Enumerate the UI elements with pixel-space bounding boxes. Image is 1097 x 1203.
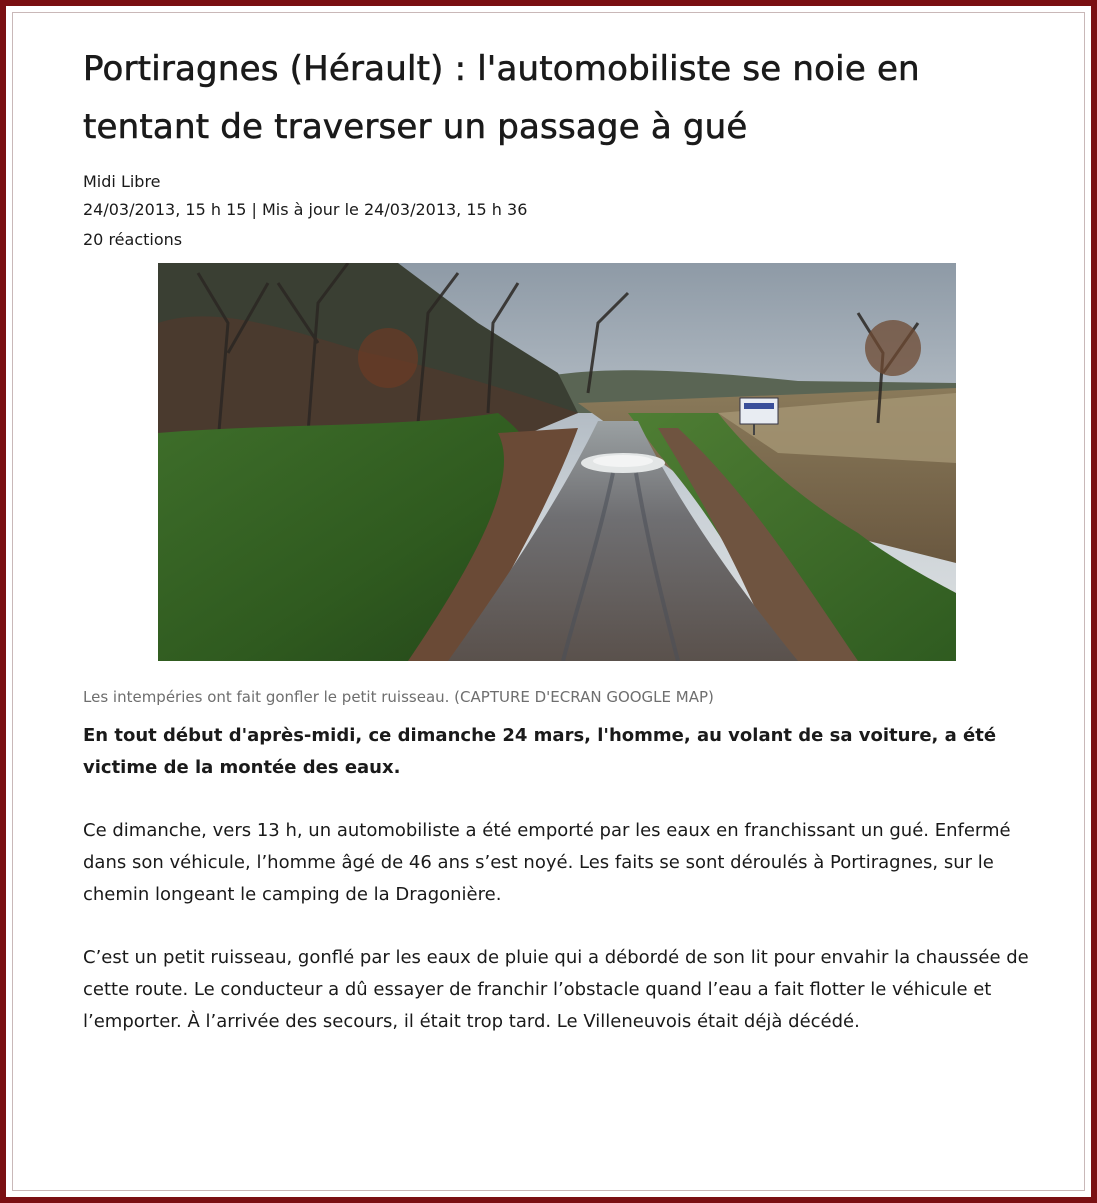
- road-photo-icon: [158, 263, 956, 661]
- road-photo: [158, 263, 956, 661]
- article-reactions[interactable]: 20 réactions: [83, 230, 183, 249]
- article-lead: En tout début d'après-midi, ce dimanche 24 mars, l'homme, au volant de sa voiture, a été victime de la montée des eaux.: [83, 725, 997, 778]
- article-header: [83, 40, 1043, 256]
- article-paragraph: Ce dimanche, vers 13 h, un automobiliste a été emporté par les eaux en franchissant un gué. Enfermé dans son véhicule, l’homme âgé de 46 ans s’est noyé. Les faits se sont déroulés à Portiragnes, sur le chemin longeant le camping de la Dragonière.: [83, 820, 1011, 905]
- article-title: Portiragnes (Hérault) : l'automobiliste se noie en tentant de traverser un passage à gué: [83, 49, 920, 147]
- article-paragraph: C’est un petit ruisseau, gonflé par les eaux de pluie qui a débordé de son lit pour envahir la chaussée de cette route. Le conducteur a dû essayer de franchir l’obstacle quand l’eau a fait flotter le véhicule et l’emporter. À l’arrivée des secours, il était trop tard. Le Villeneuvois était déjà décédé.: [83, 947, 1029, 1032]
- article-dates: 24/03/2013, 15 h 15 | Mis à jour le 24/03/2013, 15 h 36: [83, 200, 528, 219]
- article-source: Midi Libre: [83, 172, 161, 191]
- photo-caption: Les intempéries ont fait gonfler le petit ruisseau. (CAPTURE D'ECRAN GOOGLE MAP): [83, 688, 714, 706]
